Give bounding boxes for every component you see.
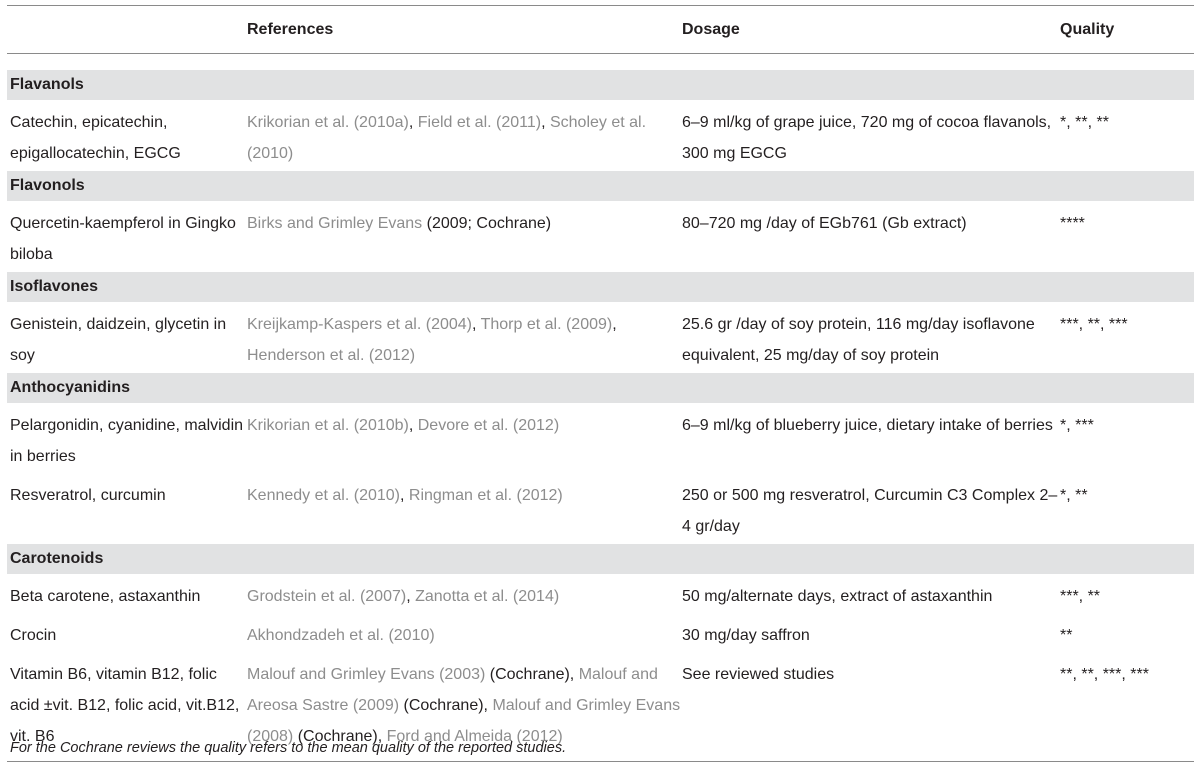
reference-citation: Kreijkamp-Kaspers et al. (2004) xyxy=(247,316,472,333)
compound-cell: Pelargonidin, cyanidine, malvidin in berries xyxy=(10,417,244,465)
reference-citation: Thorp et al. (2009) xyxy=(480,316,613,333)
reference-text: , xyxy=(408,417,418,434)
reference-citation: Ford and Almeida (2012) xyxy=(386,728,563,745)
references-cell xyxy=(247,620,682,651)
bottom-rule xyxy=(7,761,1194,762)
category-row xyxy=(7,171,1194,202)
reference-text: (Cochrane), xyxy=(399,697,493,714)
category-label: Flavanols xyxy=(10,76,84,93)
reference-citation: Field et al. (2011) xyxy=(417,114,542,131)
reference-citation: Malouf and Areosa Sastre (2009) xyxy=(247,666,658,714)
references-cell xyxy=(247,659,682,752)
dosage-cell: 30 mg/day saffron xyxy=(682,627,810,644)
compound-cell: Quercetin-kaempferol in Gingko biloba xyxy=(10,215,236,263)
compound-cell: Resveratrol, curcumin xyxy=(10,487,166,504)
quality-cell: ***, ** xyxy=(1060,588,1101,605)
table-row xyxy=(7,303,1194,373)
reference-text: , xyxy=(406,588,416,605)
category-label: Anthocyanidins xyxy=(10,379,131,396)
compound-cell: Vitamin B6, vitamin B12, folic acid ±vit. B12, folic acid, vit.B12, vit. B6 xyxy=(10,666,240,745)
compound-cell: Genistein, daidzein, glycetin in soy xyxy=(10,316,227,364)
reference-citation: Krikorian et al. (2010a) xyxy=(247,114,409,131)
references-cell xyxy=(247,107,682,169)
quality-cell: *, **, ** xyxy=(1060,114,1109,131)
header-dosage: Dosage xyxy=(682,20,740,38)
dosage-cell: 250 or 500 mg resveratrol, Curcumin C3 Complex 2–4 gr/day xyxy=(682,487,1058,535)
references-cell xyxy=(247,309,682,371)
quality-cell: **** xyxy=(1060,215,1085,232)
reference-citation: Malouf and Grimley Evans (2003) xyxy=(247,666,486,683)
reference-text: , xyxy=(471,316,481,333)
references-cell xyxy=(247,480,682,542)
dosage-cell: See reviewed studies xyxy=(682,666,835,683)
category-row xyxy=(7,373,1194,404)
category-label: Carotenoids xyxy=(10,550,104,567)
quality-cell: **, **, ***, *** xyxy=(1060,666,1149,683)
table-row xyxy=(7,474,1194,544)
category-label: Isoflavones xyxy=(10,278,99,295)
reference-citation: Scholey et al. (2010) xyxy=(247,114,647,162)
table-row xyxy=(7,653,1194,754)
compound-cell: Catechin, epicatechin, epigallocatechin, EGCG xyxy=(10,114,181,162)
header-references: References xyxy=(247,20,334,38)
compound-cell: Crocin xyxy=(10,627,57,644)
dosage-cell: 25.6 gr /day of soy protein, 116 mg/day isoflavone equivalent, 25 mg/day of soy protein xyxy=(682,316,1035,364)
reference-citation: Malouf and Grimley Evans (2008) xyxy=(247,697,681,745)
table-row xyxy=(7,575,1194,614)
table-footnote: For the Cochrane reviews the quality refers to the mean quality of the reported studies. xyxy=(10,740,567,756)
category-row xyxy=(7,70,1194,101)
reference-text: , xyxy=(541,114,550,131)
reference-citation: Kennedy et al. (2010) xyxy=(247,487,400,504)
reference-text: (2009; Cochrane) xyxy=(422,215,552,232)
reference-text: , xyxy=(408,114,418,131)
reference-citation: Zanotta et al. (2014) xyxy=(415,588,560,605)
references-cell xyxy=(247,410,682,472)
dosage-cell: 50 mg/alternate days, extract of astaxanthin xyxy=(682,588,993,605)
reference-text: , xyxy=(400,487,409,504)
reference-citation: Henderson et al. (2012) xyxy=(247,347,416,364)
table-header-row xyxy=(7,6,1194,53)
reference-text: , xyxy=(612,316,617,333)
quality-cell: ***, **, *** xyxy=(1060,316,1128,333)
reference-text: (Cochrane), xyxy=(293,728,387,745)
table-row xyxy=(7,101,1194,171)
quality-cell: *, ** xyxy=(1060,487,1088,504)
table-row xyxy=(7,404,1194,474)
reference-citation: Grodstein et al. (2007) xyxy=(247,588,407,605)
category-row xyxy=(7,272,1194,303)
table-row xyxy=(7,202,1194,272)
reference-citation: Birks and Grimley Evans xyxy=(247,215,423,232)
category-row xyxy=(7,544,1194,575)
references-cell xyxy=(247,581,682,612)
quality-cell: ** xyxy=(1060,627,1073,644)
reference-citation: Devore et al. (2012) xyxy=(417,417,560,434)
category-label: Flavonols xyxy=(10,177,85,194)
reference-citation: Akhondzadeh et al. (2010) xyxy=(247,627,435,644)
compound-cell: Beta carotene, astaxanthin xyxy=(10,588,201,605)
table-body xyxy=(7,70,1194,754)
supplement-table xyxy=(7,5,1194,762)
quality-cell: *, *** xyxy=(1060,417,1094,434)
reference-text: (Cochrane), xyxy=(485,666,579,683)
dosage-cell: 6–9 ml/kg of grape juice, 720 mg of cocoa flavanols, 300 mg EGCG xyxy=(682,114,1052,162)
dosage-cell: 6–9 ml/kg of blueberry juice, dietary intake of berries xyxy=(682,417,1053,434)
references-cell xyxy=(247,208,682,270)
dosage-cell: 80–720 mg /day of EGb761 (Gb extract) xyxy=(682,215,967,232)
table-row xyxy=(7,614,1194,653)
header-quality: Quality xyxy=(1060,20,1115,38)
reference-citation: Ringman et al. (2012) xyxy=(408,487,563,504)
reference-citation: Krikorian et al. (2010b) xyxy=(247,417,409,434)
